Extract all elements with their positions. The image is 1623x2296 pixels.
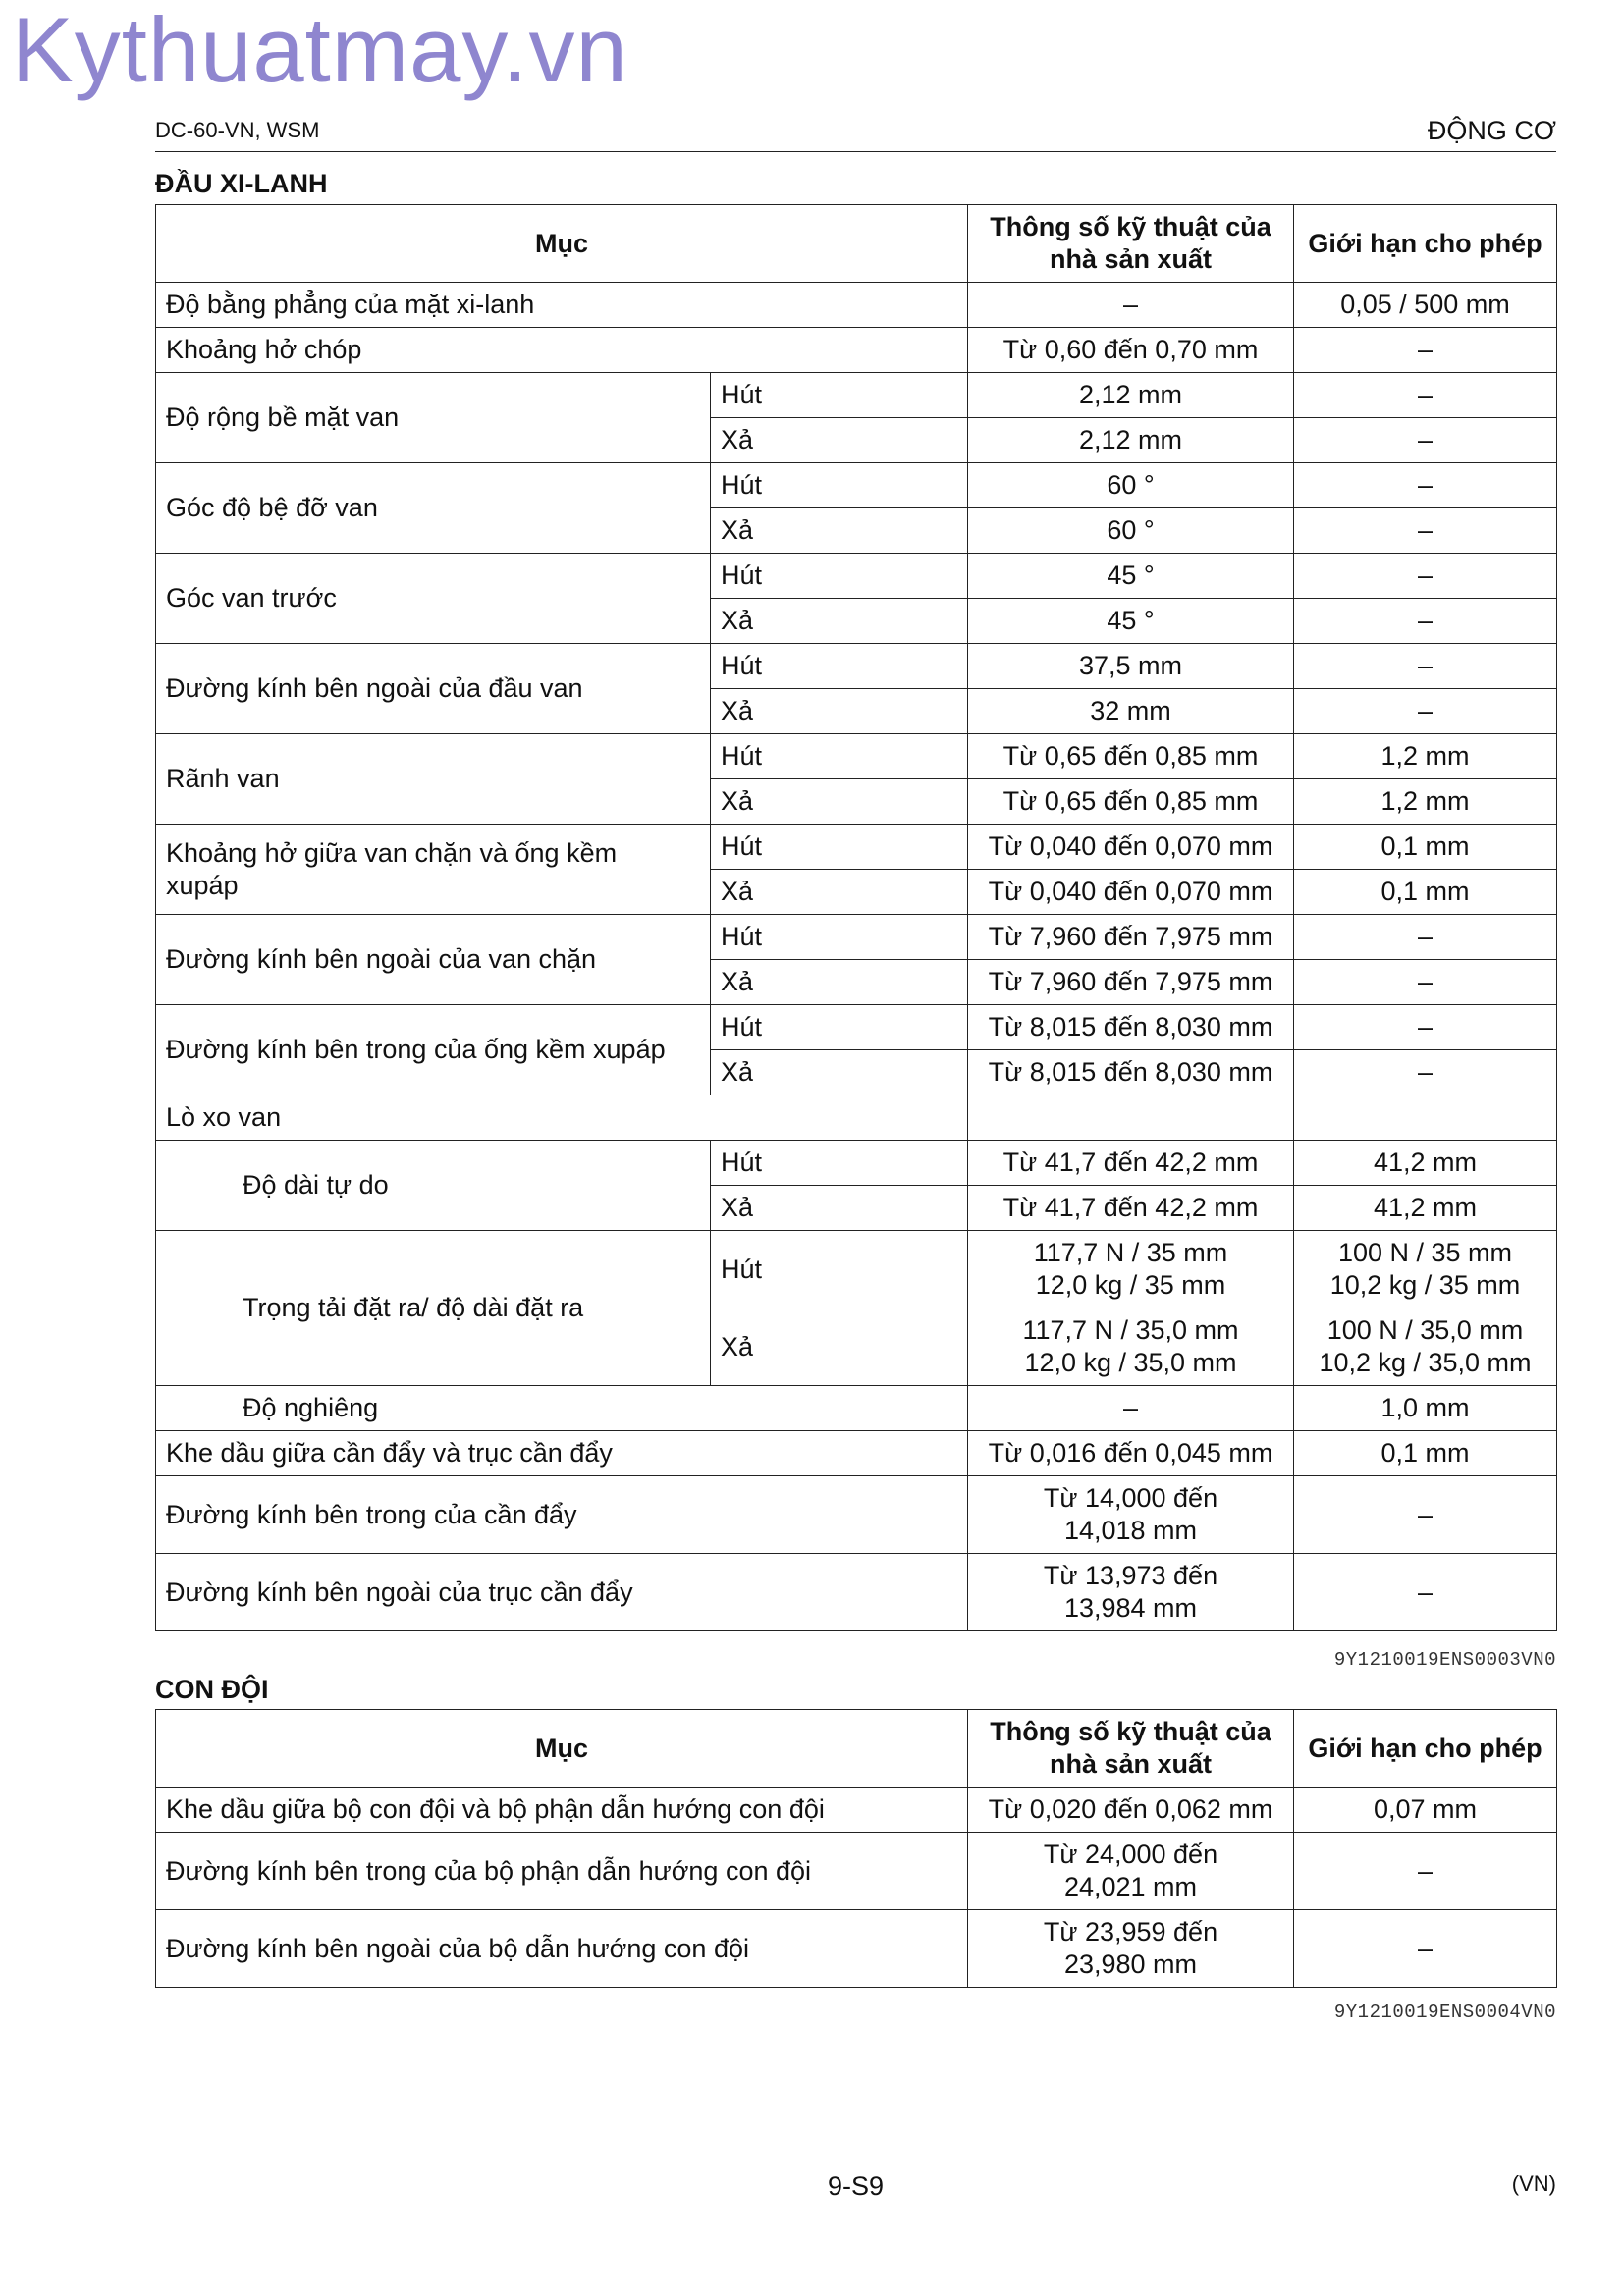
item-cell: Đường kính bên trong của cần đẩy (156, 1476, 968, 1554)
spec-cell: 2,12 mm (968, 418, 1294, 463)
item-line: Khoảng hở giữa van chặn và ống kềm (166, 837, 618, 868)
table-row (156, 1554, 1557, 1631)
limit-cell: – (1294, 554, 1557, 599)
column-header-item: Mục (156, 205, 968, 283)
spec-line: Từ 14,000 đến (1043, 1483, 1218, 1513)
spec-cell (968, 1833, 1294, 1910)
table-row (156, 1910, 1557, 1988)
limit-line: 10,2 kg / 35,0 mm (1319, 1348, 1532, 1377)
sub-cell: Xả (711, 508, 968, 554)
spec-cell: Từ 0,60 đến 0,70 mm (968, 328, 1294, 373)
spec-cell: Từ 0,040 đến 0,070 mm (968, 825, 1294, 870)
spec-line: 23,980 mm (1063, 1949, 1198, 1979)
table-row (156, 328, 1557, 373)
sub-cell: Hút (711, 373, 968, 418)
item-cell: Độ rộng bề mặt van (156, 373, 711, 463)
spec-cell: Từ 8,015 đến 8,030 mm (968, 1050, 1294, 1095)
spec-line: 13,984 mm (1063, 1593, 1198, 1623)
item-cell: Khe dầu giữa cần đẩy và trục cần đẩy (156, 1431, 968, 1476)
item-cell: Đường kính bên trong của bộ phận dẫn hướng con đội (156, 1833, 968, 1910)
item-cell: Đường kính bên ngoài của trục cần đẩy (156, 1554, 968, 1631)
section-title-tappet: CON ĐỘI (155, 1675, 269, 1704)
spec-line: 12,0 kg / 35 mm (1035, 1270, 1226, 1300)
sub-cell: Hút (711, 1005, 968, 1050)
limit-cell: 0,05 / 500 mm (1294, 283, 1557, 328)
spec-line: 14,018 mm (1063, 1516, 1198, 1545)
spec-line: Từ 24,000 đến (1043, 1840, 1218, 1869)
spec-cell: – (968, 1386, 1294, 1431)
limit-cell: – (1294, 1554, 1557, 1631)
sub-cell: Xả (711, 599, 968, 644)
item-cell: Độ nghiêng (156, 1386, 968, 1431)
limit-cell: – (1294, 463, 1557, 508)
item-cell: Khe dầu giữa bộ con đội và bộ phận dẫn hướng con đội (156, 1788, 968, 1833)
sub-cell: Hút (711, 1231, 968, 1308)
table-row (156, 1141, 1557, 1186)
sub-cell: Hút (711, 644, 968, 689)
limit-cell: – (1294, 508, 1557, 554)
limit-cell: – (1294, 373, 1557, 418)
table-row (156, 554, 1557, 599)
page-number: 9-S9 (828, 2171, 885, 2201)
chapter-title: ĐỘNG CƠ (1427, 116, 1556, 145)
limit-cell (1294, 1231, 1557, 1308)
doc-code: DC-60-VN, WSM (155, 118, 320, 142)
sub-cell: Xả (711, 1186, 968, 1231)
limit-cell: 1,0 mm (1294, 1386, 1557, 1431)
limit-cell: – (1294, 328, 1557, 373)
table-row (156, 1431, 1557, 1476)
spec-cell: Từ 0,65 đến 0,85 mm (968, 779, 1294, 825)
spec-line: 24,021 mm (1063, 1872, 1198, 1901)
item-cell: Lò xo van (156, 1095, 968, 1141)
table-header-row (156, 205, 1557, 283)
column-header-spec: Thông số kỹ thuật của nhà sản xuất (968, 205, 1294, 283)
limit-line: 10,2 kg / 35 mm (1329, 1270, 1521, 1300)
table-row (156, 1476, 1557, 1554)
item-line: xupáp (166, 870, 239, 900)
item-cell: Đường kính bên ngoài của bộ dẫn hướng con đội (156, 1910, 968, 1988)
table-row (156, 1095, 1557, 1141)
section-title-cylinder-head: ĐẦU XI-LANH (155, 169, 328, 198)
table-row (156, 1788, 1557, 1833)
reference-code: 9Y1210019ENS0003VN0 (1333, 1649, 1556, 1671)
spec-cell (968, 1910, 1294, 1988)
spec-cell (968, 1554, 1294, 1631)
spec-line: 117,7 N / 35 mm (1033, 1238, 1228, 1267)
sub-cell: Xả (711, 1308, 968, 1386)
limit-cell: 0,1 mm (1294, 825, 1557, 870)
sub-cell: Xả (711, 779, 968, 825)
item-cell: Độ dài tự do (156, 1141, 711, 1231)
spec-cell (968, 1231, 1294, 1308)
spec-cell: 37,5 mm (968, 644, 1294, 689)
watermark-logo: Kythuatmay.vn (12, 0, 628, 101)
limit-cell: 1,2 mm (1294, 779, 1557, 825)
item-cell (156, 825, 711, 915)
item-cell: Đường kính bên ngoài của đầu van (156, 644, 711, 734)
table-row (156, 1833, 1557, 1910)
spec-line: Từ 13,973 đến (1043, 1561, 1218, 1590)
table-row (156, 1005, 1557, 1050)
column-header-limit: Giới hạn cho phép (1294, 1710, 1557, 1788)
item-cell: Đường kính bên trong của ống kềm xupáp (156, 1005, 711, 1095)
limit-cell: – (1294, 915, 1557, 960)
limit-cell: – (1294, 1050, 1557, 1095)
spec-cell (968, 1095, 1294, 1141)
spec-line: 117,7 N / 35,0 mm (1022, 1315, 1239, 1345)
spec-cell: 32 mm (968, 689, 1294, 734)
spec-cell (968, 1476, 1294, 1554)
column-header-spec: Thông số kỹ thuật của nhà sản xuất (968, 1710, 1294, 1788)
item-cell: Góc van trước (156, 554, 711, 644)
spec-cell: 45 ° (968, 599, 1294, 644)
tappet-spec-table (155, 1709, 1557, 1988)
limit-cell: 41,2 mm (1294, 1141, 1557, 1186)
sub-cell: Xả (711, 689, 968, 734)
sub-cell: Hút (711, 463, 968, 508)
limit-cell (1294, 1095, 1557, 1141)
spec-cell: Từ 0,65 đến 0,85 mm (968, 734, 1294, 779)
column-header-limit: Giới hạn cho phép (1294, 205, 1557, 283)
spec-cell: Từ 8,015 đến 8,030 mm (968, 1005, 1294, 1050)
limit-cell: – (1294, 1005, 1557, 1050)
reference-code: 9Y1210019ENS0004VN0 (1333, 2002, 1556, 2023)
limit-cell: 0,1 mm (1294, 870, 1557, 915)
limit-cell: 1,2 mm (1294, 734, 1557, 779)
sub-cell: Hút (711, 825, 968, 870)
spec-line: 12,0 kg / 35,0 mm (1024, 1348, 1237, 1377)
spec-cell: 60 ° (968, 463, 1294, 508)
column-header-item: Mục (156, 1710, 968, 1788)
limit-cell: – (1294, 644, 1557, 689)
cylinder-head-spec-table (155, 204, 1557, 1631)
spec-cell: – (968, 283, 1294, 328)
sub-cell: Xả (711, 418, 968, 463)
limit-cell: 0,1 mm (1294, 1431, 1557, 1476)
limit-cell: – (1294, 1833, 1557, 1910)
table-row (156, 825, 1557, 870)
table-row (156, 283, 1557, 328)
item-cell: Trọng tải đặt ra/ độ dài đặt ra (156, 1231, 711, 1386)
limit-cell: – (1294, 689, 1557, 734)
table-header-row (156, 1710, 1557, 1788)
spec-cell: Từ 0,016 đến 0,045 mm (968, 1431, 1294, 1476)
table-row (156, 915, 1557, 960)
limit-cell: 41,2 mm (1294, 1186, 1557, 1231)
item-cell: Đường kính bên ngoài của van chặn (156, 915, 711, 1005)
spec-cell: Từ 0,040 đến 0,070 mm (968, 870, 1294, 915)
spec-cell: Từ 7,960 đến 7,975 mm (968, 915, 1294, 960)
table-row (156, 1231, 1557, 1308)
spec-cell: 45 ° (968, 554, 1294, 599)
spec-cell: 60 ° (968, 508, 1294, 554)
spec-cell: Từ 7,960 đến 7,975 mm (968, 960, 1294, 1005)
spec-line: Từ 23,959 đến (1043, 1917, 1218, 1947)
header-rule (155, 151, 1556, 152)
item-cell: Rãnh van (156, 734, 711, 825)
limit-cell: – (1294, 599, 1557, 644)
table-row (156, 373, 1557, 418)
spec-cell: Từ 41,7 đến 42,2 mm (968, 1186, 1294, 1231)
sub-cell: Hút (711, 554, 968, 599)
limit-cell: – (1294, 1476, 1557, 1554)
table-row (156, 463, 1557, 508)
limit-cell: – (1294, 960, 1557, 1005)
limit-line: 100 N / 35 mm (1337, 1238, 1513, 1267)
limit-cell: – (1294, 1910, 1557, 1988)
sub-cell: Hút (711, 1141, 968, 1186)
spec-cell (968, 1308, 1294, 1386)
sub-cell: Xả (711, 870, 968, 915)
sub-cell: Hút (711, 734, 968, 779)
sub-cell: Xả (711, 960, 968, 1005)
item-cell: Góc độ bệ đỡ van (156, 463, 711, 554)
limit-cell: – (1294, 418, 1557, 463)
language-label: (VN) (1511, 2171, 1556, 2196)
spec-cell: Từ 41,7 đến 42,2 mm (968, 1141, 1294, 1186)
table-row (156, 1386, 1557, 1431)
item-cell: Độ bằng phẳng của mặt xi-lanh (156, 283, 968, 328)
table-row (156, 734, 1557, 779)
limit-cell: 0,07 mm (1294, 1788, 1557, 1833)
limit-cell (1294, 1308, 1557, 1386)
spec-cell: 2,12 mm (968, 373, 1294, 418)
table-row (156, 644, 1557, 689)
spec-cell: Từ 0,020 đến 0,062 mm (968, 1788, 1294, 1833)
sub-cell: Hút (711, 915, 968, 960)
sub-cell: Xả (711, 1050, 968, 1095)
item-cell: Khoảng hở chóp (156, 328, 968, 373)
limit-line: 100 N / 35,0 mm (1326, 1315, 1524, 1345)
